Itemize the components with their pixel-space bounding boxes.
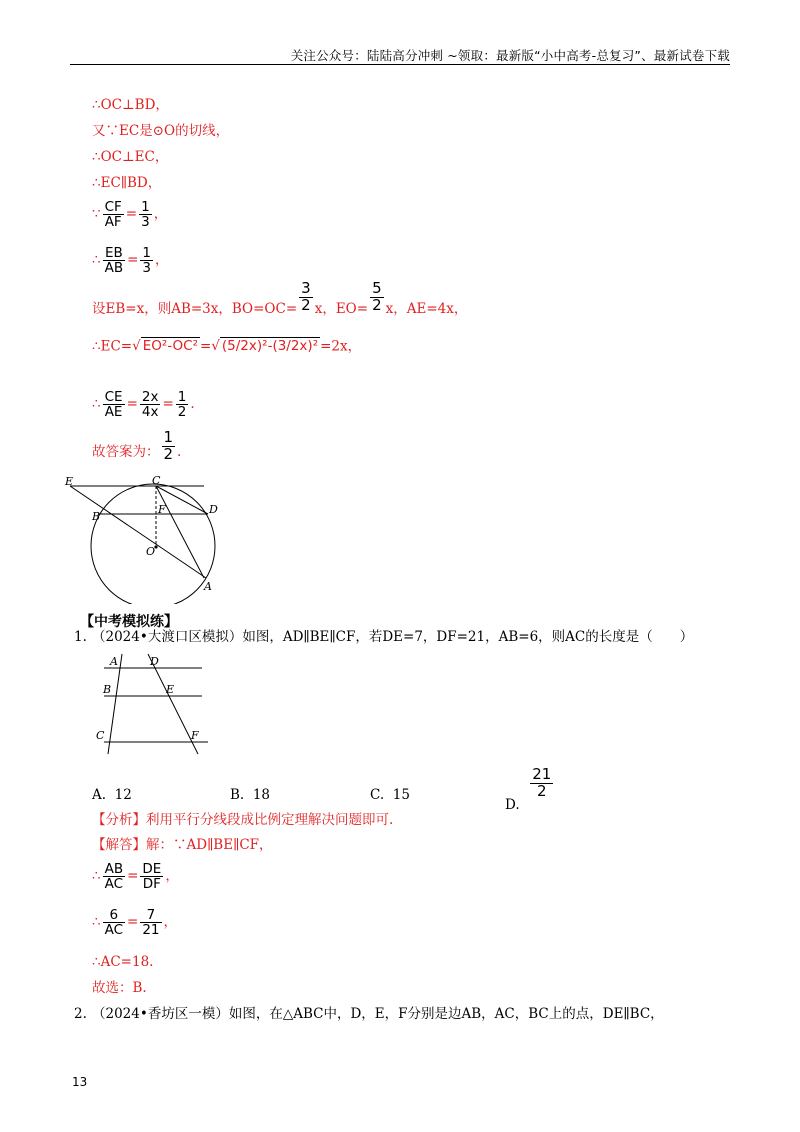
fraction: $\frac{5}{2}$ <box>372 279 382 314</box>
fraction: $\frac{2x}{4x}$ <box>141 389 159 421</box>
solution-step-ratio: ∴ $\frac{AB}{AC}$ = $\frac{DE}{DF}$ ， <box>92 861 179 893</box>
fraction: $\frac{1}{3}$ <box>141 199 150 231</box>
solution-line-ratio-eb-ab: ∴ $\frac{EB}{AB}$ = $\frac{1}{3}$ ， <box>92 245 169 277</box>
label-c: C <box>96 729 105 742</box>
label-a: A <box>110 655 118 668</box>
header-rule <box>70 64 730 65</box>
circle-tangent-figure <box>64 474 240 604</box>
label-b: B <box>92 510 101 523</box>
option-b: B. 18 <box>230 787 270 803</box>
fraction: $\frac{EB}{AB}$ <box>104 245 124 277</box>
sqrt-expression-2: √ (5/2x)²-(3/2x)² <box>211 338 319 354</box>
label-o: O <box>146 545 156 558</box>
fraction: $\frac{1}{2}$ <box>163 428 174 463</box>
solution-line: 又∵EC是⊙O的切线， <box>92 123 230 139</box>
label-f: F <box>158 503 166 516</box>
fraction: $\frac{7}{21}$ <box>142 907 160 939</box>
page-header: 关注公众号：陆陆高分冲刺 ~领取：最新版“小中高考-总复习”、最新试卷下载 <box>290 48 730 63</box>
fraction: $\frac{AB}{AC}$ <box>104 861 124 893</box>
sqrt-expression-1: √ EO²-OC² <box>132 338 198 354</box>
line-ca <box>156 486 204 578</box>
label-e: E <box>166 683 175 696</box>
section-title: 【中考模拟练】 <box>80 614 178 630</box>
solution-result: ∴AC=18. <box>92 954 154 970</box>
option-a: A. 12 <box>92 787 132 803</box>
question-text: （2024•香坊区一模）如图，在△ABC中，D，E，F分别是边AB，AC，BC上的点，DE∥BC， <box>92 1006 664 1022</box>
fraction: $\frac{6}{AC}$ <box>104 907 124 939</box>
solution-line-set-x: 设EB=x，则AB=3x，BO=OC= $\frac{3}{2}$ x，EO= $\frac{5}{2}$ x，AE=4x， <box>92 279 468 317</box>
option-c: C. 15 <box>370 787 410 803</box>
answer-intro: 【解答】解：∵AD∥BE∥CF， <box>92 837 273 853</box>
parallel-lines-figure <box>88 650 220 756</box>
fraction: $\frac{DE}{DF}$ <box>142 861 162 893</box>
label-c: C <box>152 474 161 487</box>
page-number: 13 <box>72 1075 88 1089</box>
label-b: B <box>103 683 112 696</box>
solution-step-substitute: ∴ $\frac{6}{AC}$ = $\frac{7}{21}$ ， <box>92 907 178 939</box>
transversal-1 <box>108 654 122 754</box>
solution-line-ec: ∴EC=√ EO²-OC² =√ (5/2x)²-(3/2x)² =2x， <box>92 338 362 355</box>
solution-line-ratio-cf-af: ∵ $\frac{CF}{AF}$ = $\frac{1}{3}$ ， <box>92 199 168 231</box>
analysis-line: 【分析】利用平行分线段成比例定理解决问题即可. <box>92 812 394 828</box>
label-f: F <box>191 729 199 742</box>
fraction: $\frac{21}{2}$ <box>532 765 552 800</box>
label-d: D <box>150 655 159 668</box>
fraction: $\frac{1}{3}$ <box>142 245 151 277</box>
solution-line: ∴OC⊥BD， <box>92 97 169 113</box>
circle-o <box>91 484 215 604</box>
question-text: （2024•大渡口区模拟）如图，AD∥BE∥CF，若DE=7，DF=21，AB=6，则AC的长度是（ ） <box>92 629 694 645</box>
fraction: $\frac{CE}{AE}$ <box>104 389 123 421</box>
fraction: $\frac{3}{2}$ <box>301 279 311 314</box>
question-number: 1. <box>74 629 87 645</box>
solution-line-ce-ae: ∴ $\frac{CE}{AE}$ = $\frac{2x}{4x}$ = $\frac{1}{2}$ . <box>92 389 195 421</box>
solution-line: ∴EC∥BD， <box>92 175 162 191</box>
line-ea <box>70 486 206 578</box>
label-d: D <box>209 503 218 516</box>
label-a: A <box>204 580 212 593</box>
fraction: $\frac{1}{2}$ <box>177 389 187 421</box>
solution-line: ∴OC⊥EC， <box>92 149 169 165</box>
question-number: 2. <box>74 1006 87 1022</box>
fraction: $\frac{CF}{AF}$ <box>104 199 122 231</box>
solution-line-answer: 故答案为： $\frac{1}{2}$ . <box>92 428 182 463</box>
label-e: E <box>65 475 74 488</box>
option-d: D. $\frac{21}{2}$ <box>505 765 552 813</box>
solution-choice: 故选：B. <box>92 980 147 996</box>
